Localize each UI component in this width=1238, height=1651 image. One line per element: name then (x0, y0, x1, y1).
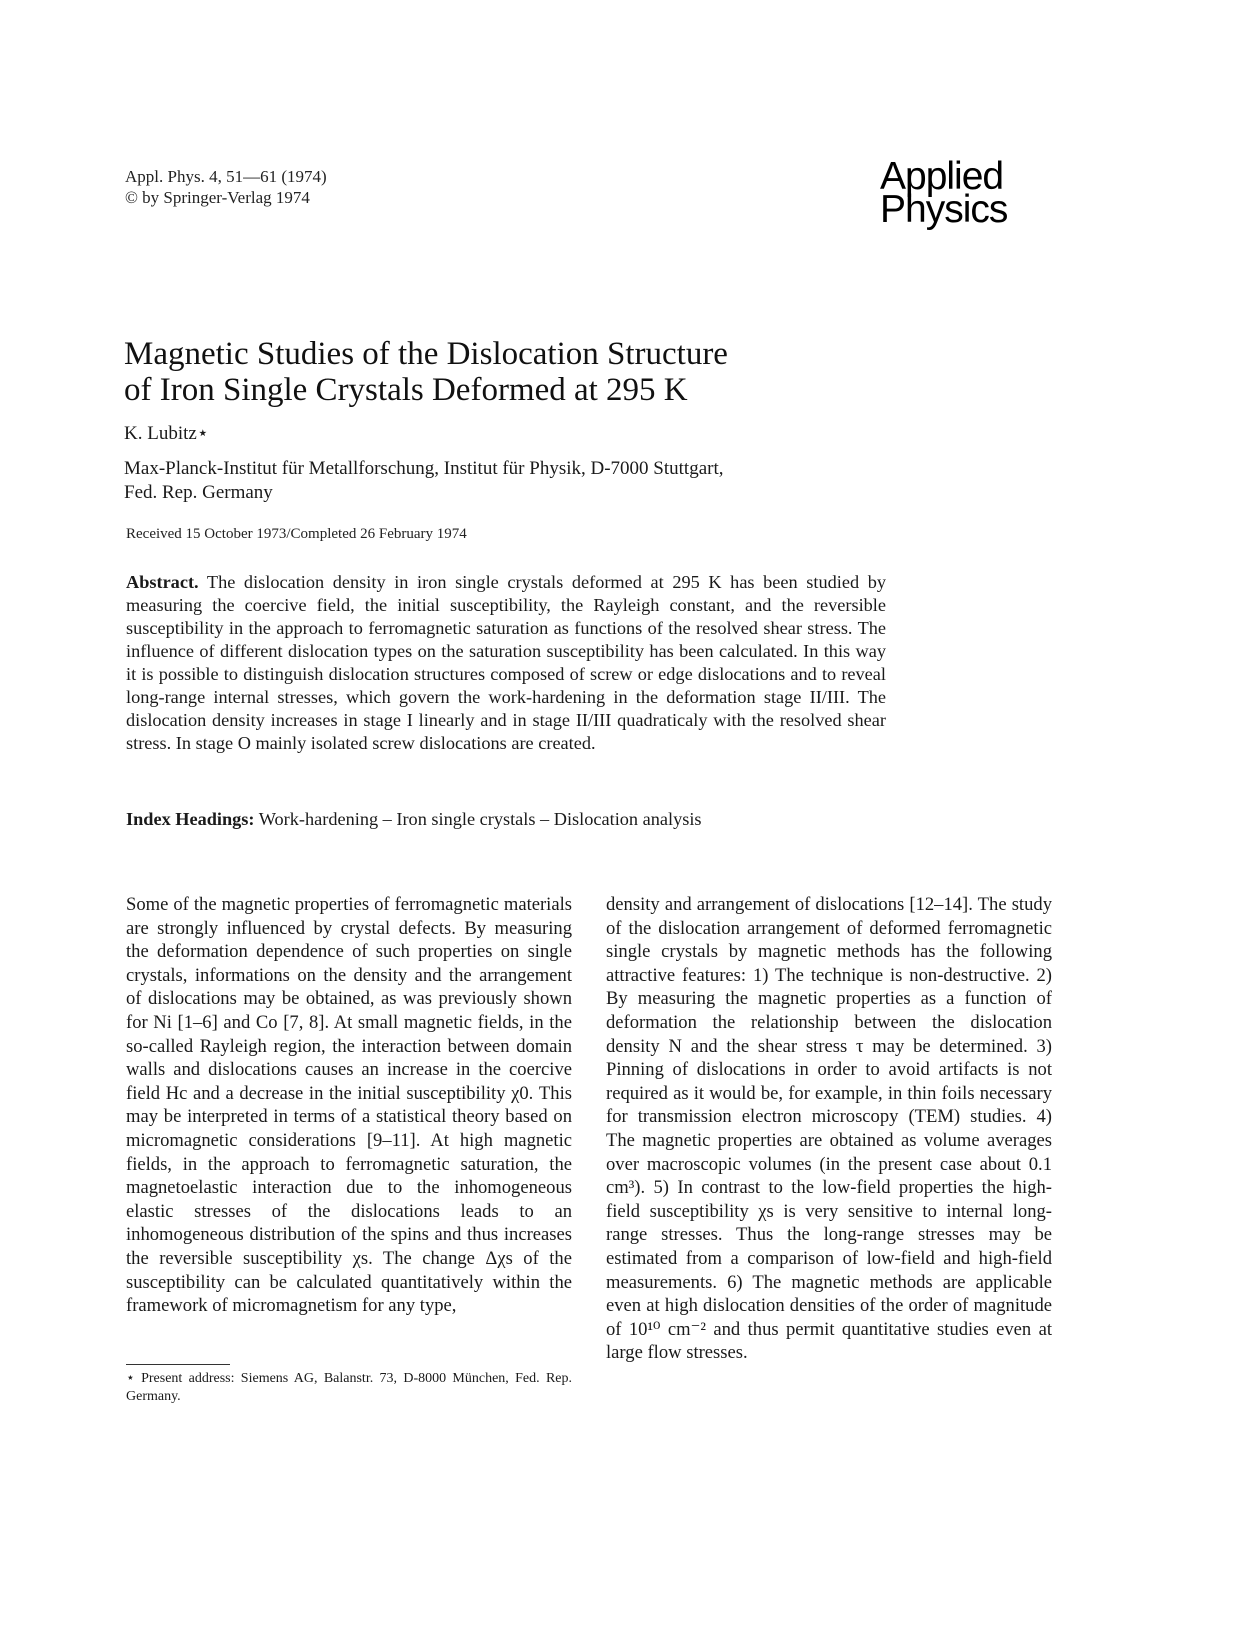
author: K. Lubitz⋆ (124, 423, 209, 444)
title-line-1: Magnetic Studies of the Dislocation Structure (124, 336, 728, 372)
footnote-rule (126, 1364, 230, 1365)
affiliation (124, 457, 864, 505)
journal-citation (125, 166, 327, 208)
paper-title (124, 336, 824, 408)
body-column-left: Some of the magnetic properties of ferromagnetic materials are strongly influenced by crystal defects. By measuring the deformation dependence of such properties on single crystals, informations on the density and the arrangement of dislocations may be obtained, as was previously shown for Ni [1–6] and Co [7, 8]. At small magnetic fields, in the so-called Rayleigh region, the interaction between domain walls and dislocations causes an increase in the coercive field Hc and a decrease in the initial susceptibility χ0. This may be interpreted in terms of a statistical theory based on micromagnetic considerations [9–11]. At high magnetic fields, in the approach to ferromagnetic saturation, the magnetoelastic interaction due to the inhomogeneous elastic stresses of the dislocations leads to an inhomogeneous distribution of the spins and thus increases the reversible susceptibility χs. The change Δχs of the susceptibility can be calculated quantitatively within the framework of micromagnetism for any type, (126, 894, 572, 1317)
abstract-text: The dislocation density in iron single crystals deformed at 295 K has been studied by measuring the coercive field, the initial susceptibility, the Rayleigh constant, and the reversible susceptibility in the approach to ferromagnetic saturation as functions of the resolved shear stress. The influence of different dislocation types on the saturation susceptibility has been calculated. In this way it is possible to distinguish dislocation structures composed of screw or edge dislocations and to reveal long-range internal stresses, which govern the work-hardening in the deformation stage II/III. The dislocation density increases in stage I linearly and in stage II/III quadraticaly with the resolved shear stress. In stage O mainly isolated screw dislocations are created. (126, 572, 886, 753)
title-line-2: of Iron Single Crystals Deformed at 295 K (124, 372, 688, 408)
affiliation-line-2: Fed. Rep. Germany (124, 482, 273, 503)
abstract (126, 571, 886, 755)
footnote: ⋆ Present address: Siemens AG, Balanstr. 73, D-8000 München, Fed. Rep. Germany. (126, 1371, 572, 1404)
received-dates: Received 15 October 1973/Completed 26 February 1974 (126, 526, 467, 542)
index-label: Index Headings: (126, 809, 255, 829)
body-column-right: density and arrangement of dislocations [12–14]. The study of the dislocation arrangement of deformed ferromagnetic single crystals by magnetic methods has the following attractive features: 1) The technique is non-destructive. 2) By measuring the magnetic properties as a function of deformation the relationship between the dislocation density N and the shear stress τ may be determined. 3) Pinning of dislocations in order to avoid artifacts is not required as it would be, for example, in thin foils necessary for transmission electron microscopy (TEM) studies. 4) The magnetic properties are obtained as volume averages over macroscopic volumes (in the present case about 0.1 cm³). 5) In contrast to the low-field properties the high-field susceptibility χs is very sensitive to internal long-range stresses. Thus the long-range stresses may be estimated from a comparison of low-field and high-field measurements. 6) The magnetic methods are applicable even at high dislocation densities of the order of magnitude of 10¹⁰ cm⁻² and thus permit quantitative studies even at large flow stresses. (606, 894, 1052, 1364)
index-text: Work-hardening – Iron single crystals – Dislocation analysis (254, 809, 702, 829)
logo-line-1: Applied (880, 155, 1004, 198)
citation-line: Appl. Phys. 4, 51—61 (1974) (125, 167, 327, 186)
abstract-label: Abstract. (126, 572, 199, 592)
copyright-line: © by Springer-Verlag 1974 (125, 188, 310, 207)
journal-logo (880, 155, 1008, 231)
index-headings (126, 808, 886, 831)
logo-line-2: Physics (880, 188, 1008, 231)
affiliation-line-1: Max-Planck-Institut für Metallforschung, Institut für Physik, D-7000 Stuttgart, (124, 458, 724, 479)
